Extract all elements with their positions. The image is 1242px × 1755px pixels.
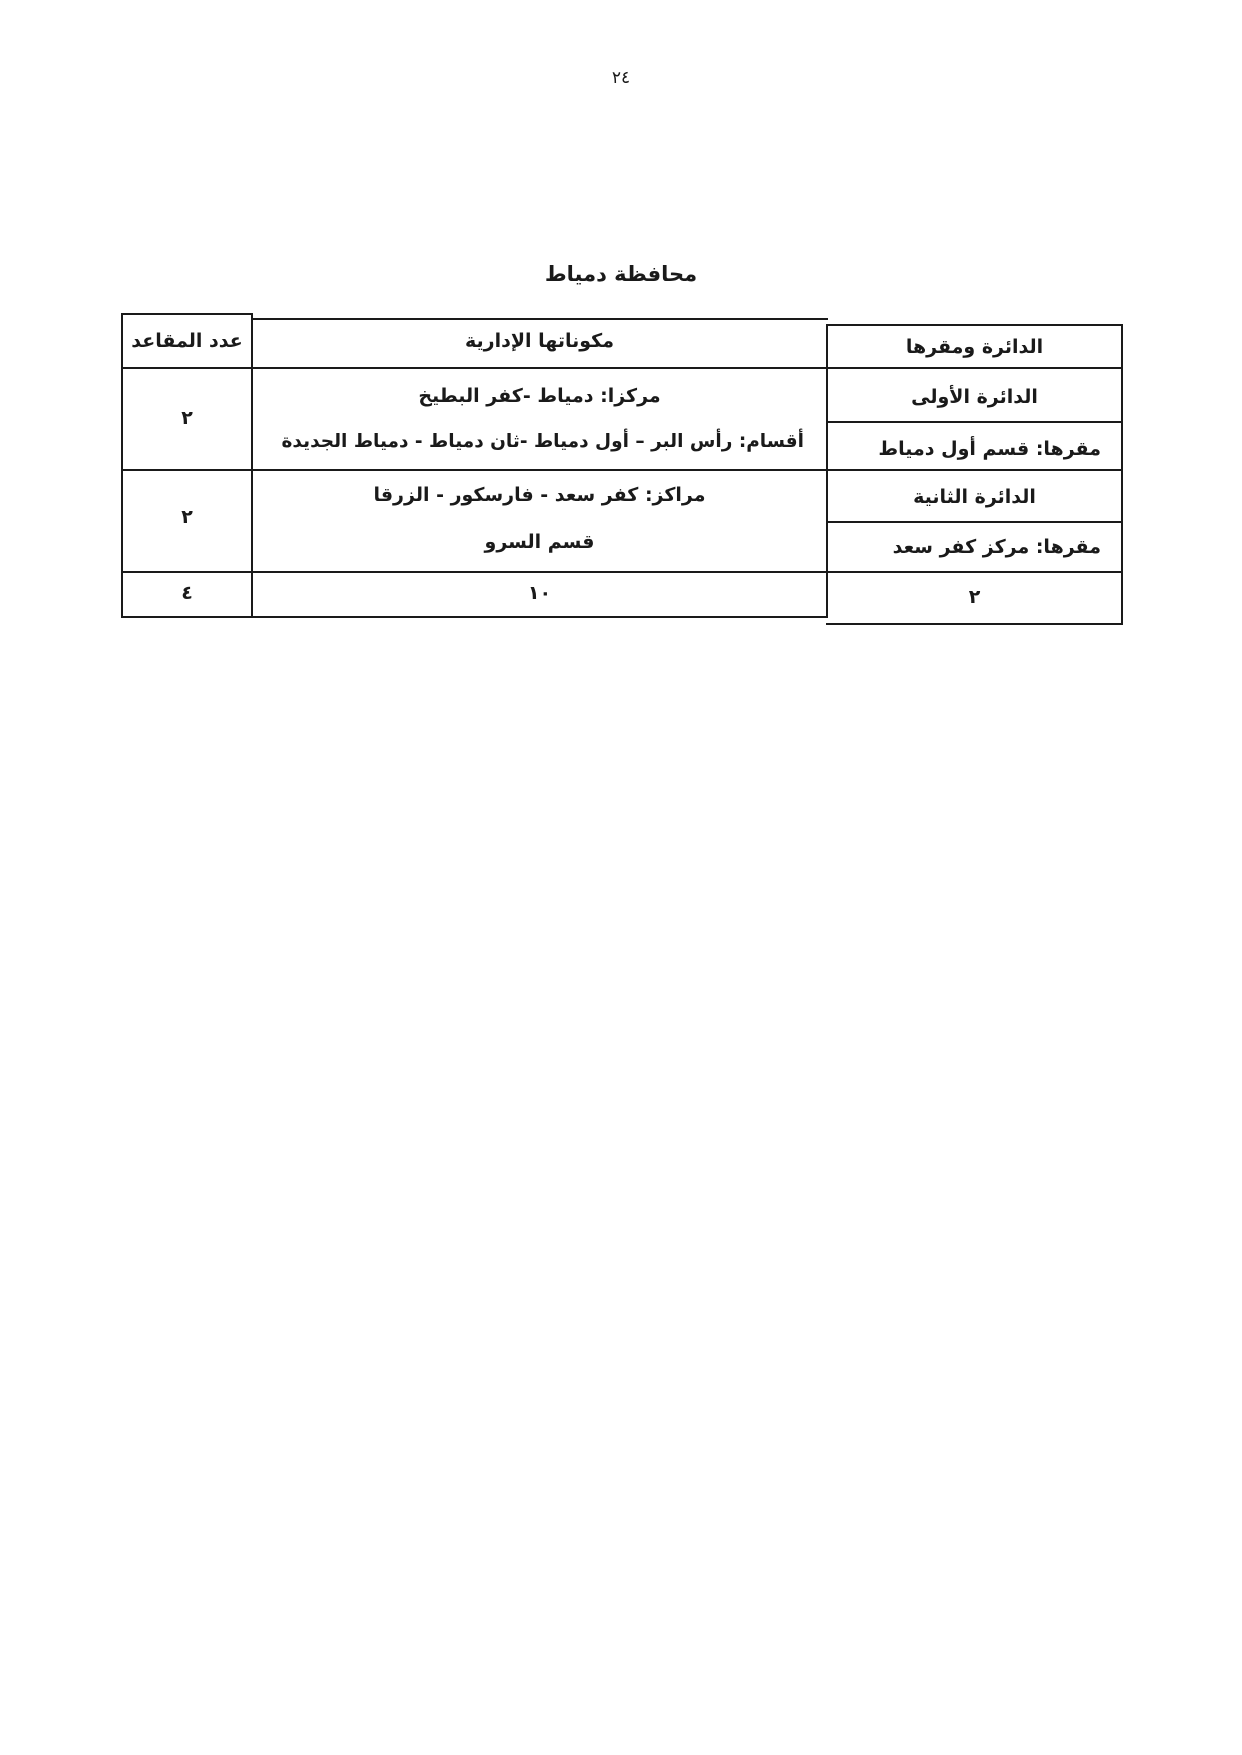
page-number: ٢٤ xyxy=(611,68,631,88)
table-border xyxy=(826,421,1123,423)
table-border xyxy=(121,313,253,315)
page-title: محافظة دمياط xyxy=(544,262,698,286)
table-row-2-district-name: الدائرة الثانية xyxy=(913,486,1036,508)
header-components: مكوناتها الإدارية xyxy=(465,330,614,352)
table-border xyxy=(121,616,828,618)
table-border xyxy=(1121,324,1123,625)
table-row-1-district-seat: مقرها: قسم أول دمياط xyxy=(878,438,1101,460)
table-border xyxy=(251,318,828,320)
header-district: الدائرة ومقرها xyxy=(905,336,1044,358)
table-border xyxy=(826,521,1123,523)
table-row-2-district-seat: مقرها: مركز كفر سعد xyxy=(892,536,1101,558)
table-row-1-seats: ٢ xyxy=(181,407,193,429)
table-row-2-components-line1: مراكز: كفر سعد - فارسكور - الزرقا xyxy=(373,484,706,506)
totals-districts: ٢ xyxy=(968,586,981,608)
header-seats: عدد المقاعد xyxy=(131,330,243,352)
table-border xyxy=(121,367,1123,369)
table-row-2-seats: ٢ xyxy=(181,506,193,528)
totals-seats: ٤ xyxy=(181,582,193,604)
table-row-1-components-line1: مركزا: دمياط -كفر البطيخ xyxy=(418,385,661,407)
table-row-1-district-name: الدائرة الأولى xyxy=(911,386,1038,408)
table-border xyxy=(121,469,1123,471)
totals-components: ١٠ xyxy=(527,582,552,604)
table-border xyxy=(121,571,1123,573)
table-row-1-components-line2: أقسام: رأس البر – أول دمياط -ثان دمياط - دمياط الجديدة xyxy=(281,431,804,452)
table-border xyxy=(826,324,1123,326)
table-row-2-components-line2: قسم السرو xyxy=(484,531,595,553)
table-border xyxy=(826,623,1123,625)
